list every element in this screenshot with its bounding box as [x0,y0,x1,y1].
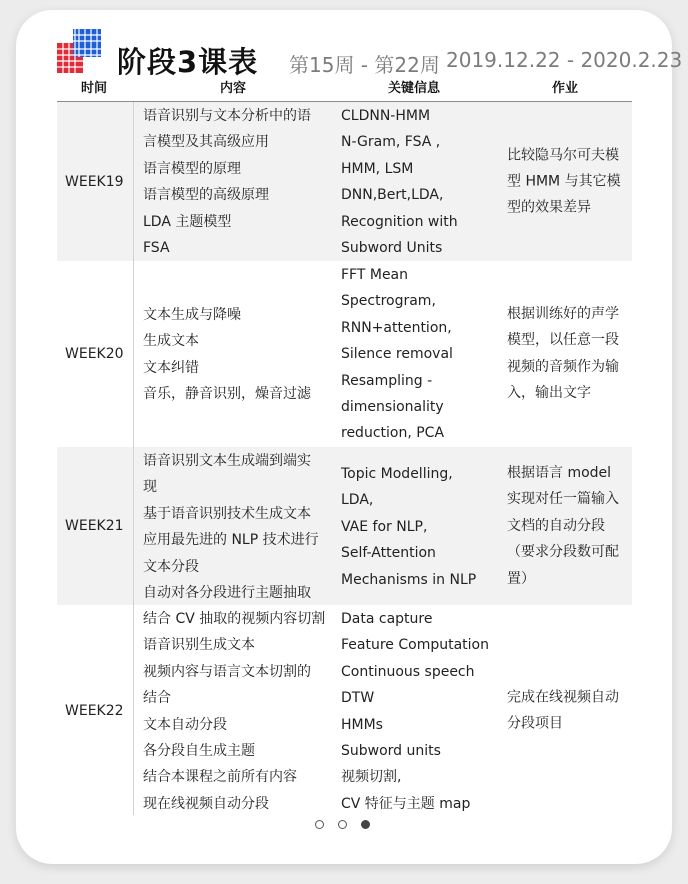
homework-line: 比较隐马尔可夫模 [507,146,619,163]
key-line: DNN,Bert,LDA, [341,187,444,204]
key-line: Feature Computation [341,637,489,654]
key-line: Topic Modelling, [341,466,453,482]
column-header-key-info: 关键信息 [388,81,441,96]
page-dot-2[interactable] [338,820,347,829]
content-line: 各分段自生成主题 [143,743,255,760]
content-line: 应用最先进的 NLP 技术进行 [143,532,319,549]
homework-line: 文档的自动分段 [507,517,605,534]
column-header-homework: 作业 [552,81,579,96]
key-line: reduction, PCA [341,425,445,442]
page-title: 阶段3课表 [117,45,259,79]
content-cell [143,448,319,606]
week-label: WEEK22 [65,703,124,719]
homework-cell [507,685,619,738]
content-cell [143,606,325,817]
column-header-content: 内容 [220,81,247,96]
content-line: 言模型及其高级应用 [143,134,269,151]
key-line: Self-Attention [341,545,436,562]
table-row-week21 [57,447,632,605]
table-row-week20 [57,261,632,447]
key-line: CV 特征与主题 map [341,795,471,812]
homework-cell [507,460,619,592]
homework-line: 型 HMM 与其它模 [507,173,621,190]
key-line: Data capture [341,611,433,627]
table-row-week19 [57,102,632,261]
week-label: WEEK21 [65,518,124,534]
homework-line: 视频的音频作为输 [507,359,619,375]
content-line: 结合 [143,690,171,707]
key-line: Spectrogram, [341,293,436,310]
homework-line: 根据训练好的声学 [507,306,619,323]
key-line: CLDNN-HMM [341,108,431,124]
content-line: 视频内容与语言文本切割的 [143,663,311,680]
key-line: Continuous speech [341,663,475,680]
key-line: Silence removal [341,346,453,363]
homework-line: 入，输出文字 [507,385,591,402]
homework-line: （要求分段数可配 [507,544,619,561]
key-line: N-Gram, FSA , [341,134,441,151]
page-dot-1[interactable] [315,820,324,829]
homework-line: 分段项目 [507,716,563,732]
week-label: WEEK19 [65,173,124,190]
key-info-cell [341,103,458,261]
content-line: 基于语音识别技术生成文本 [143,505,311,522]
content-line: LDA 主题模型 [143,213,232,230]
key-line: dimensionality [341,399,444,416]
homework-cell [507,142,621,221]
key-line: Subword Units [341,240,443,257]
week-label: WEEK20 [65,346,124,362]
content-line: 结合 CV 抽取的视频内容切割 [143,611,326,627]
content-line: 自动对各分段进行主题抽取 [143,585,311,602]
content-line: 文本自动分段 [143,716,227,733]
homework-cell [507,301,619,407]
content-line: 文本纠错 [143,359,199,376]
key-line: 视频切割, [341,769,402,786]
key-line: HMMs [341,716,383,733]
key-line: Recognition with [341,213,458,230]
key-line: DTW [341,690,375,707]
homework-line: 模型，以任意一段 [507,332,619,349]
content-line: 语音识别文本生成端到端实 [143,453,311,469]
homework-line: 置） [507,570,535,587]
content-line: 语言模型的高级原理 [143,187,269,204]
content-cell [143,302,311,408]
key-line: Resampling - [341,372,433,389]
content-line: 结合本课程之前所有内容 [143,769,297,786]
content-line: 现 [143,479,157,496]
key-line: VAE for NLP, [341,518,428,535]
key-line: Mechanisms in NLP [341,571,477,588]
key-line: Subword units [341,743,441,760]
table-row-week22 [57,605,632,817]
homework-line: 完成在线视频自动 [507,689,619,706]
column-divider [133,102,134,815]
date-range: 2019.12.22 - 2020.2.23 [446,48,683,72]
key-info-cell [341,606,489,817]
homework-line: 型的效果差异 [507,199,591,216]
key-info-cell [341,461,476,593]
logo-grid-icon [57,29,101,73]
key-line: LDA, [341,492,374,509]
content-line: 文本生成与降噪 [143,307,241,323]
content-line: FSA [143,240,170,257]
content-cell [143,103,311,261]
week-range: 第15周 - 第22周 [289,53,440,77]
content-line: 语音识别生成文本 [143,637,255,654]
content-line: 语音识别与文本分析中的语 [143,108,311,124]
column-header-time: 时间 [81,81,108,96]
content-line: 文本分段 [143,558,199,575]
content-line: 生成文本 [143,333,199,350]
content-line: 现在线视频自动分段 [143,795,269,812]
key-info-cell [341,262,453,447]
content-line: 音乐，静音识别，燥音过滤 [143,386,311,403]
key-line: HMM, LSM [341,160,414,177]
page-dot-3-active[interactable] [361,820,370,829]
key-line: RNN+attention, [341,319,452,336]
content-line: 语言模型的原理 [143,160,241,177]
homework-line: 实现对任一篇输入 [507,491,619,508]
homework-line: 根据语言 model [507,464,612,481]
key-line: FFT Mean [341,267,409,283]
